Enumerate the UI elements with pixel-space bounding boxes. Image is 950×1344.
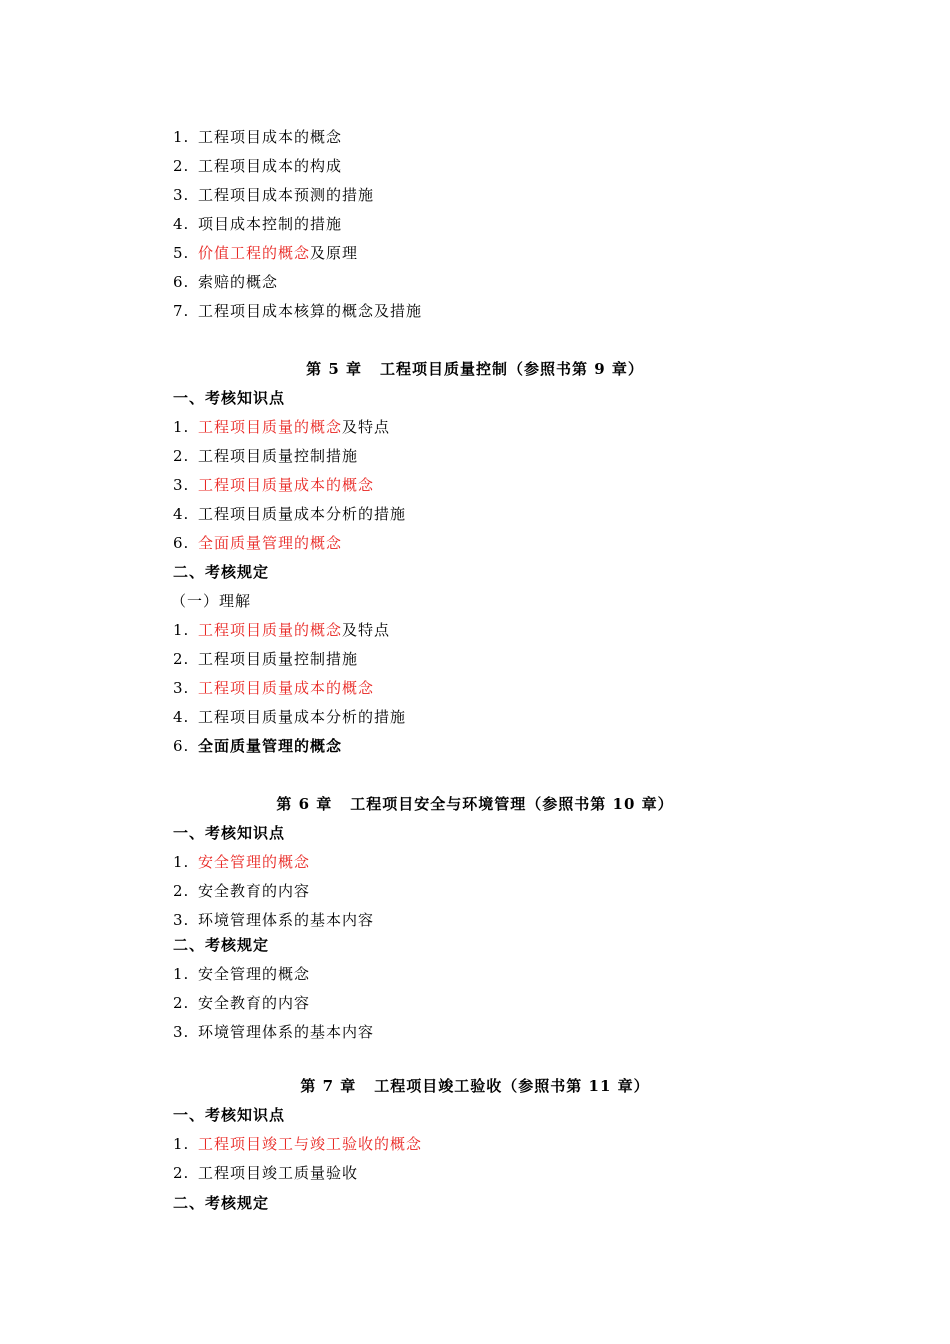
list-item: 2. 安全教育的内容 xyxy=(173,994,311,1012)
highlighted-text: 工程项目质量的概念 xyxy=(198,621,343,639)
list-item: 1. 安全管理的概念 xyxy=(173,853,311,871)
list-item: 3. 环境管理体系的基本内容 xyxy=(173,1023,375,1041)
list-item: 2. 工程项目质量控制措施 xyxy=(173,650,359,668)
sub-heading: （一）理解 xyxy=(171,592,252,610)
list-item: 6. 索赔的概念 xyxy=(173,273,279,291)
highlighted-text: 价值工程的概念 xyxy=(198,244,311,262)
section-heading: 二、考核规定 xyxy=(173,936,270,954)
list-item: 7. 工程项目成本核算的概念及措施 xyxy=(173,302,423,320)
list-item: 6. 全面质量管理的概念 xyxy=(173,737,343,755)
highlighted-text: 工程项目质量成本的概念 xyxy=(198,476,375,494)
chapter-heading: 第 7 章 工程项目竣工验收（参照书第 11 章） xyxy=(300,1077,650,1095)
list-item: 4. 工程项目质量成本分析的措施 xyxy=(173,505,407,523)
list-item: 5. 价值工程的概念及原理 xyxy=(173,244,359,262)
list-item: 1. 工程项目竣工与竣工验收的概念 xyxy=(173,1135,423,1153)
list-item: 1. 工程项目质量的概念及特点 xyxy=(173,418,391,436)
section-heading: 一、考核知识点 xyxy=(173,1106,286,1124)
list-item: 2. 安全教育的内容 xyxy=(173,882,311,900)
list-item: 3. 工程项目质量成本的概念 xyxy=(173,679,375,697)
highlighted-text: 工程项目竣工与竣工验收的概念 xyxy=(198,1135,423,1153)
list-item: 2. 工程项目质量控制措施 xyxy=(173,447,359,465)
list-item: 3. 工程项目质量成本的概念 xyxy=(173,476,375,494)
chapter-heading: 第 5 章 工程项目质量控制（参照书第 9 章） xyxy=(306,360,644,378)
list-item: 1. 工程项目成本的概念 xyxy=(173,128,343,146)
section-heading: 二、考核规定 xyxy=(173,1194,270,1212)
highlighted-text: 安全管理的概念 xyxy=(198,853,311,871)
list-item: 2. 工程项目竣工质量验收 xyxy=(173,1164,359,1182)
highlighted-text: 全面质量管理的概念 xyxy=(198,534,343,552)
list-item: 3. 工程项目成本预测的措施 xyxy=(173,186,375,204)
list-item: 6. 全面质量管理的概念 xyxy=(173,534,343,552)
section-heading: 二、考核规定 xyxy=(173,563,270,581)
highlighted-text: 工程项目质量成本的概念 xyxy=(198,679,375,697)
section-heading: 一、考核知识点 xyxy=(173,389,286,407)
list-item: 4. 项目成本控制的措施 xyxy=(173,215,343,233)
highlighted-text: 工程项目质量的概念 xyxy=(198,418,343,436)
list-item: 4. 工程项目质量成本分析的措施 xyxy=(173,708,407,726)
section-heading: 一、考核知识点 xyxy=(173,824,286,842)
chapter-heading: 第 6 章 工程项目安全与环境管理（参照书第 10 章） xyxy=(276,795,674,813)
list-item: 2. 工程项目成本的构成 xyxy=(173,157,343,175)
list-item: 1. 工程项目质量的概念及特点 xyxy=(173,621,391,639)
list-item: 3. 环境管理体系的基本内容 xyxy=(173,911,375,929)
list-item: 1. 安全管理的概念 xyxy=(173,965,311,983)
